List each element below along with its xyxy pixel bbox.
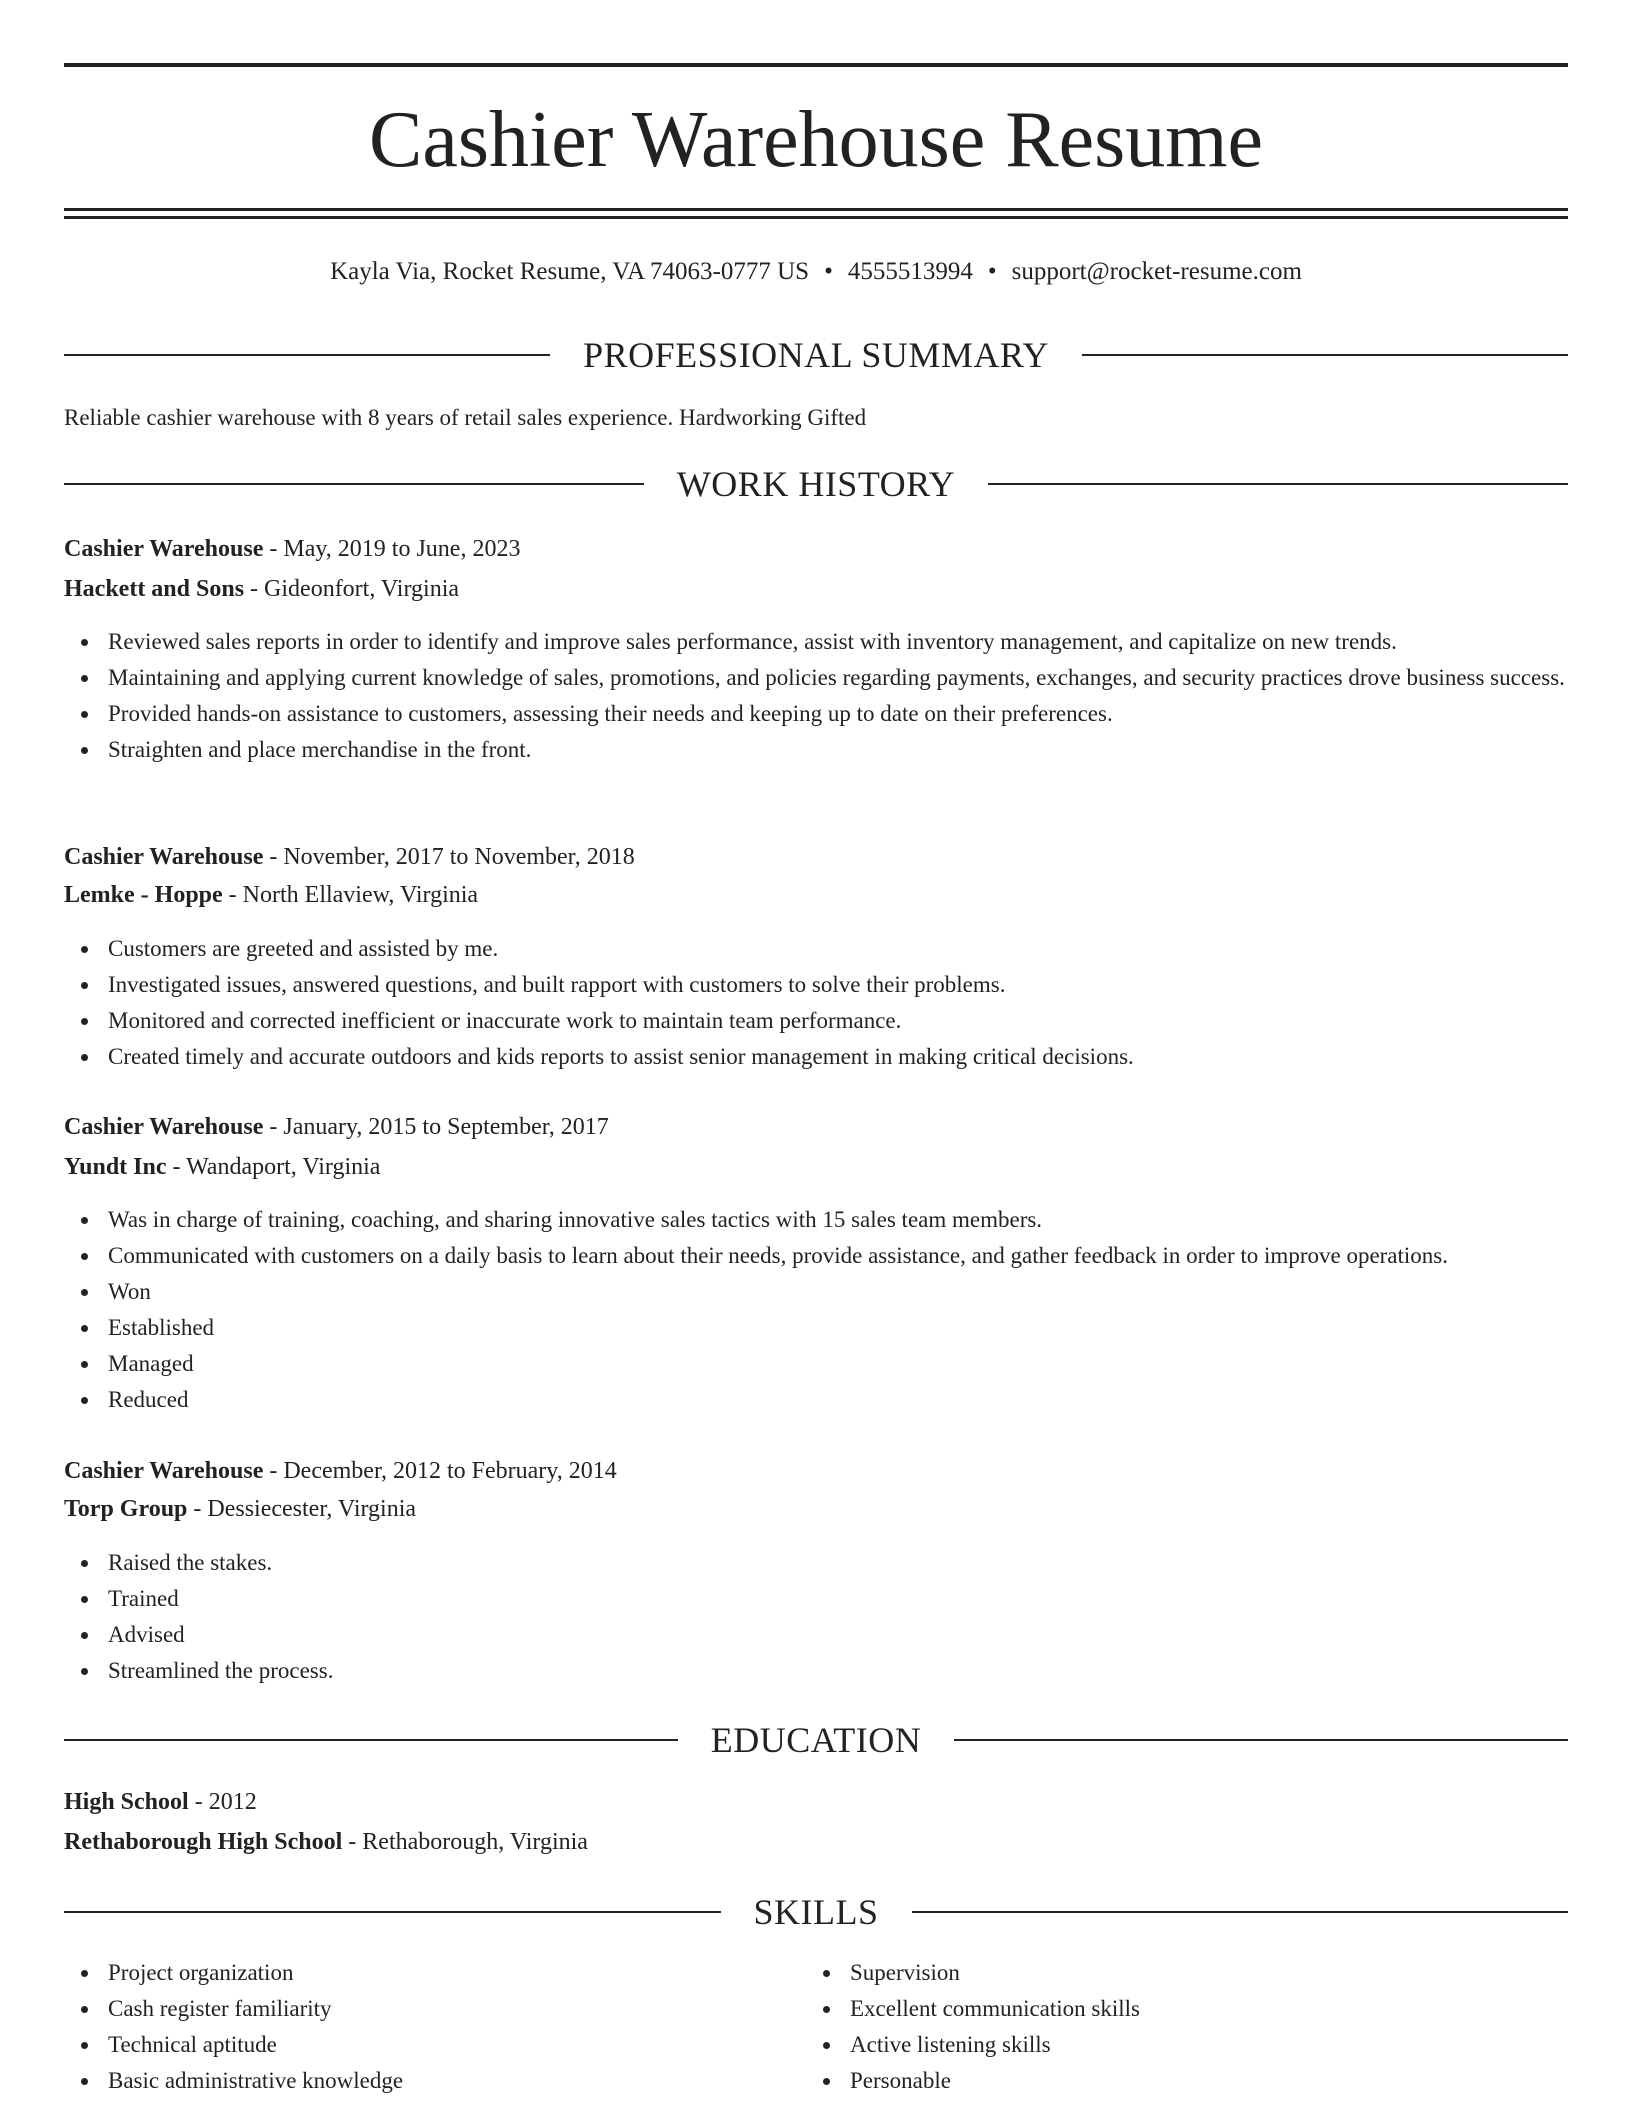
job-title: Cashier Warehouse	[64, 844, 264, 870]
skills-heading	[64, 1892, 1568, 1932]
job-bullet-list	[64, 1202, 1574, 1418]
list-item: Investigated issues, answered questions, and built rapport with customers to solve their problems.	[64, 967, 1574, 1003]
job-title-line	[64, 1109, 609, 1145]
section-heading-label: SKILLS	[753, 1892, 879, 1932]
section-heading-label: PROFESSIONAL SUMMARY	[583, 335, 1049, 375]
list-item: Communicated with customers on a daily basis to learn about their needs, provide assistance, and gather feedback in order to improve operations.	[64, 1238, 1574, 1274]
list-item: Customers are greeted and assisted by me.	[64, 931, 1574, 967]
heading-rule-right	[988, 483, 1568, 485]
list-item: Created timely and accurate outdoors and kids reports to assist senior management in making critical decisions.	[64, 1039, 1574, 1075]
contact-line	[64, 252, 1568, 292]
work-history-heading	[64, 464, 1568, 504]
list-item: Won	[64, 1274, 1574, 1310]
education-school: Rethaborough High School	[64, 1829, 343, 1855]
job-company: Lemke - Hoppe	[64, 882, 223, 908]
education-heading	[64, 1720, 1568, 1760]
job-bullet-list	[64, 931, 1574, 1075]
job-dates: - November, 2017 to November, 2018	[263, 844, 635, 870]
list-item: Reviewed sales reports in order to identify and improve sales performance, assist with inventory management, and capitalize on new trends.	[64, 624, 1574, 660]
skills-list-right	[806, 1955, 1566, 2099]
job-dates: - May, 2019 to June, 2023	[263, 536, 521, 562]
list-item: Supervision	[806, 1955, 1566, 1991]
job-company-line	[64, 1491, 416, 1527]
summary-text: Reliable cashier warehouse with 8 years of retail sales experience. Hardworking Gifted	[64, 405, 867, 430]
contact-email: support@rocket-resume.com	[1011, 258, 1302, 285]
job-bullet-list	[64, 1545, 1574, 1689]
section-heading-label: WORK HISTORY	[676, 464, 956, 504]
page-title: Cashier Warehouse Resume	[368, 96, 1264, 184]
list-item: Maintaining and applying current knowledge of sales, promotions, and policies regarding payments, exchanges, and security practices drove business success.	[64, 660, 1574, 696]
list-item: Managed	[64, 1346, 1574, 1382]
heading-rule-right	[912, 1911, 1569, 1913]
job-title-line	[64, 839, 635, 875]
job-dates: - December, 2012 to February, 2014	[263, 1458, 617, 1484]
heading-rule-left	[64, 1911, 721, 1913]
list-item: Active listening skills	[806, 2027, 1566, 2063]
list-item: Technical aptitude	[64, 2027, 804, 2063]
job-location: - Wandaport, Virginia	[166, 1154, 381, 1180]
job-company: Torp Group	[64, 1496, 188, 1522]
top-rule	[64, 63, 1568, 67]
section-heading-label: EDUCATION	[710, 1720, 922, 1760]
education-year: - 2012	[188, 1789, 257, 1815]
list-item: Raised the stakes.	[64, 1545, 1574, 1581]
job-company: Yundt Inc	[64, 1154, 167, 1180]
education-school-line	[64, 1824, 588, 1860]
list-item: Cash register familiarity	[64, 1991, 804, 2027]
list-item: Basic administrative knowledge	[64, 2063, 804, 2099]
job-bullet-list	[64, 624, 1574, 768]
job-company: Hackett and Sons	[64, 576, 245, 602]
title-double-rule-upper	[64, 208, 1568, 211]
list-item: Monitored and corrected inefficient or inaccurate work to maintain team performance.	[64, 1003, 1574, 1039]
job-title: Cashier Warehouse	[64, 536, 264, 562]
job-title-line	[64, 1453, 617, 1489]
education-location: - Rethaborough, Virginia	[342, 1829, 588, 1855]
education-degree-line	[64, 1784, 257, 1820]
job-location: - North Ellaview, Virginia	[222, 882, 479, 908]
list-item: Trained	[64, 1581, 1574, 1617]
job-title-line	[64, 531, 520, 567]
job-company-line	[64, 571, 459, 607]
list-item: Straighten and place merchandise in the front.	[64, 732, 1574, 768]
list-item: Project organization	[64, 1955, 804, 1991]
education-degree: High School	[64, 1789, 189, 1815]
list-item: Provided hands-on assistance to customers, assessing their needs and keeping up to date on their preferences.	[64, 696, 1574, 732]
list-item: Established	[64, 1310, 1574, 1346]
contact-separator: •	[824, 258, 833, 285]
skills-list-left	[64, 1955, 804, 2099]
heading-rule-left	[64, 354, 550, 356]
heading-rule-right	[1082, 354, 1568, 356]
job-dates: - January, 2015 to September, 2017	[263, 1114, 609, 1140]
contact-separator: •	[987, 258, 997, 285]
list-item: Was in charge of training, coaching, and sharing innovative sales tactics with 15 sales team members.	[64, 1202, 1574, 1238]
heading-rule-right	[954, 1739, 1568, 1741]
list-item: Reduced	[64, 1382, 1574, 1418]
job-location: - Gideonfort, Virginia	[244, 576, 460, 602]
list-item: Personable	[806, 2063, 1566, 2099]
heading-rule-left	[64, 483, 644, 485]
contact-phone: 4555513994	[847, 258, 973, 285]
job-company-line	[64, 1149, 380, 1185]
professional-summary-heading	[64, 335, 1568, 375]
contact-address: Kayla Via, Rocket Resume, VA 74063-0777 US	[330, 258, 810, 285]
job-title: Cashier Warehouse	[64, 1458, 264, 1484]
job-title: Cashier Warehouse	[64, 1114, 264, 1140]
job-company-line	[64, 877, 478, 913]
job-location: - Dessiecester, Virginia	[187, 1496, 417, 1522]
list-item: Advised	[64, 1617, 1574, 1653]
heading-rule-left	[64, 1739, 678, 1741]
list-item: Streamlined the process.	[64, 1653, 1574, 1689]
list-item: Excellent communication skills	[806, 1991, 1566, 2027]
title-double-rule-lower	[64, 216, 1568, 219]
